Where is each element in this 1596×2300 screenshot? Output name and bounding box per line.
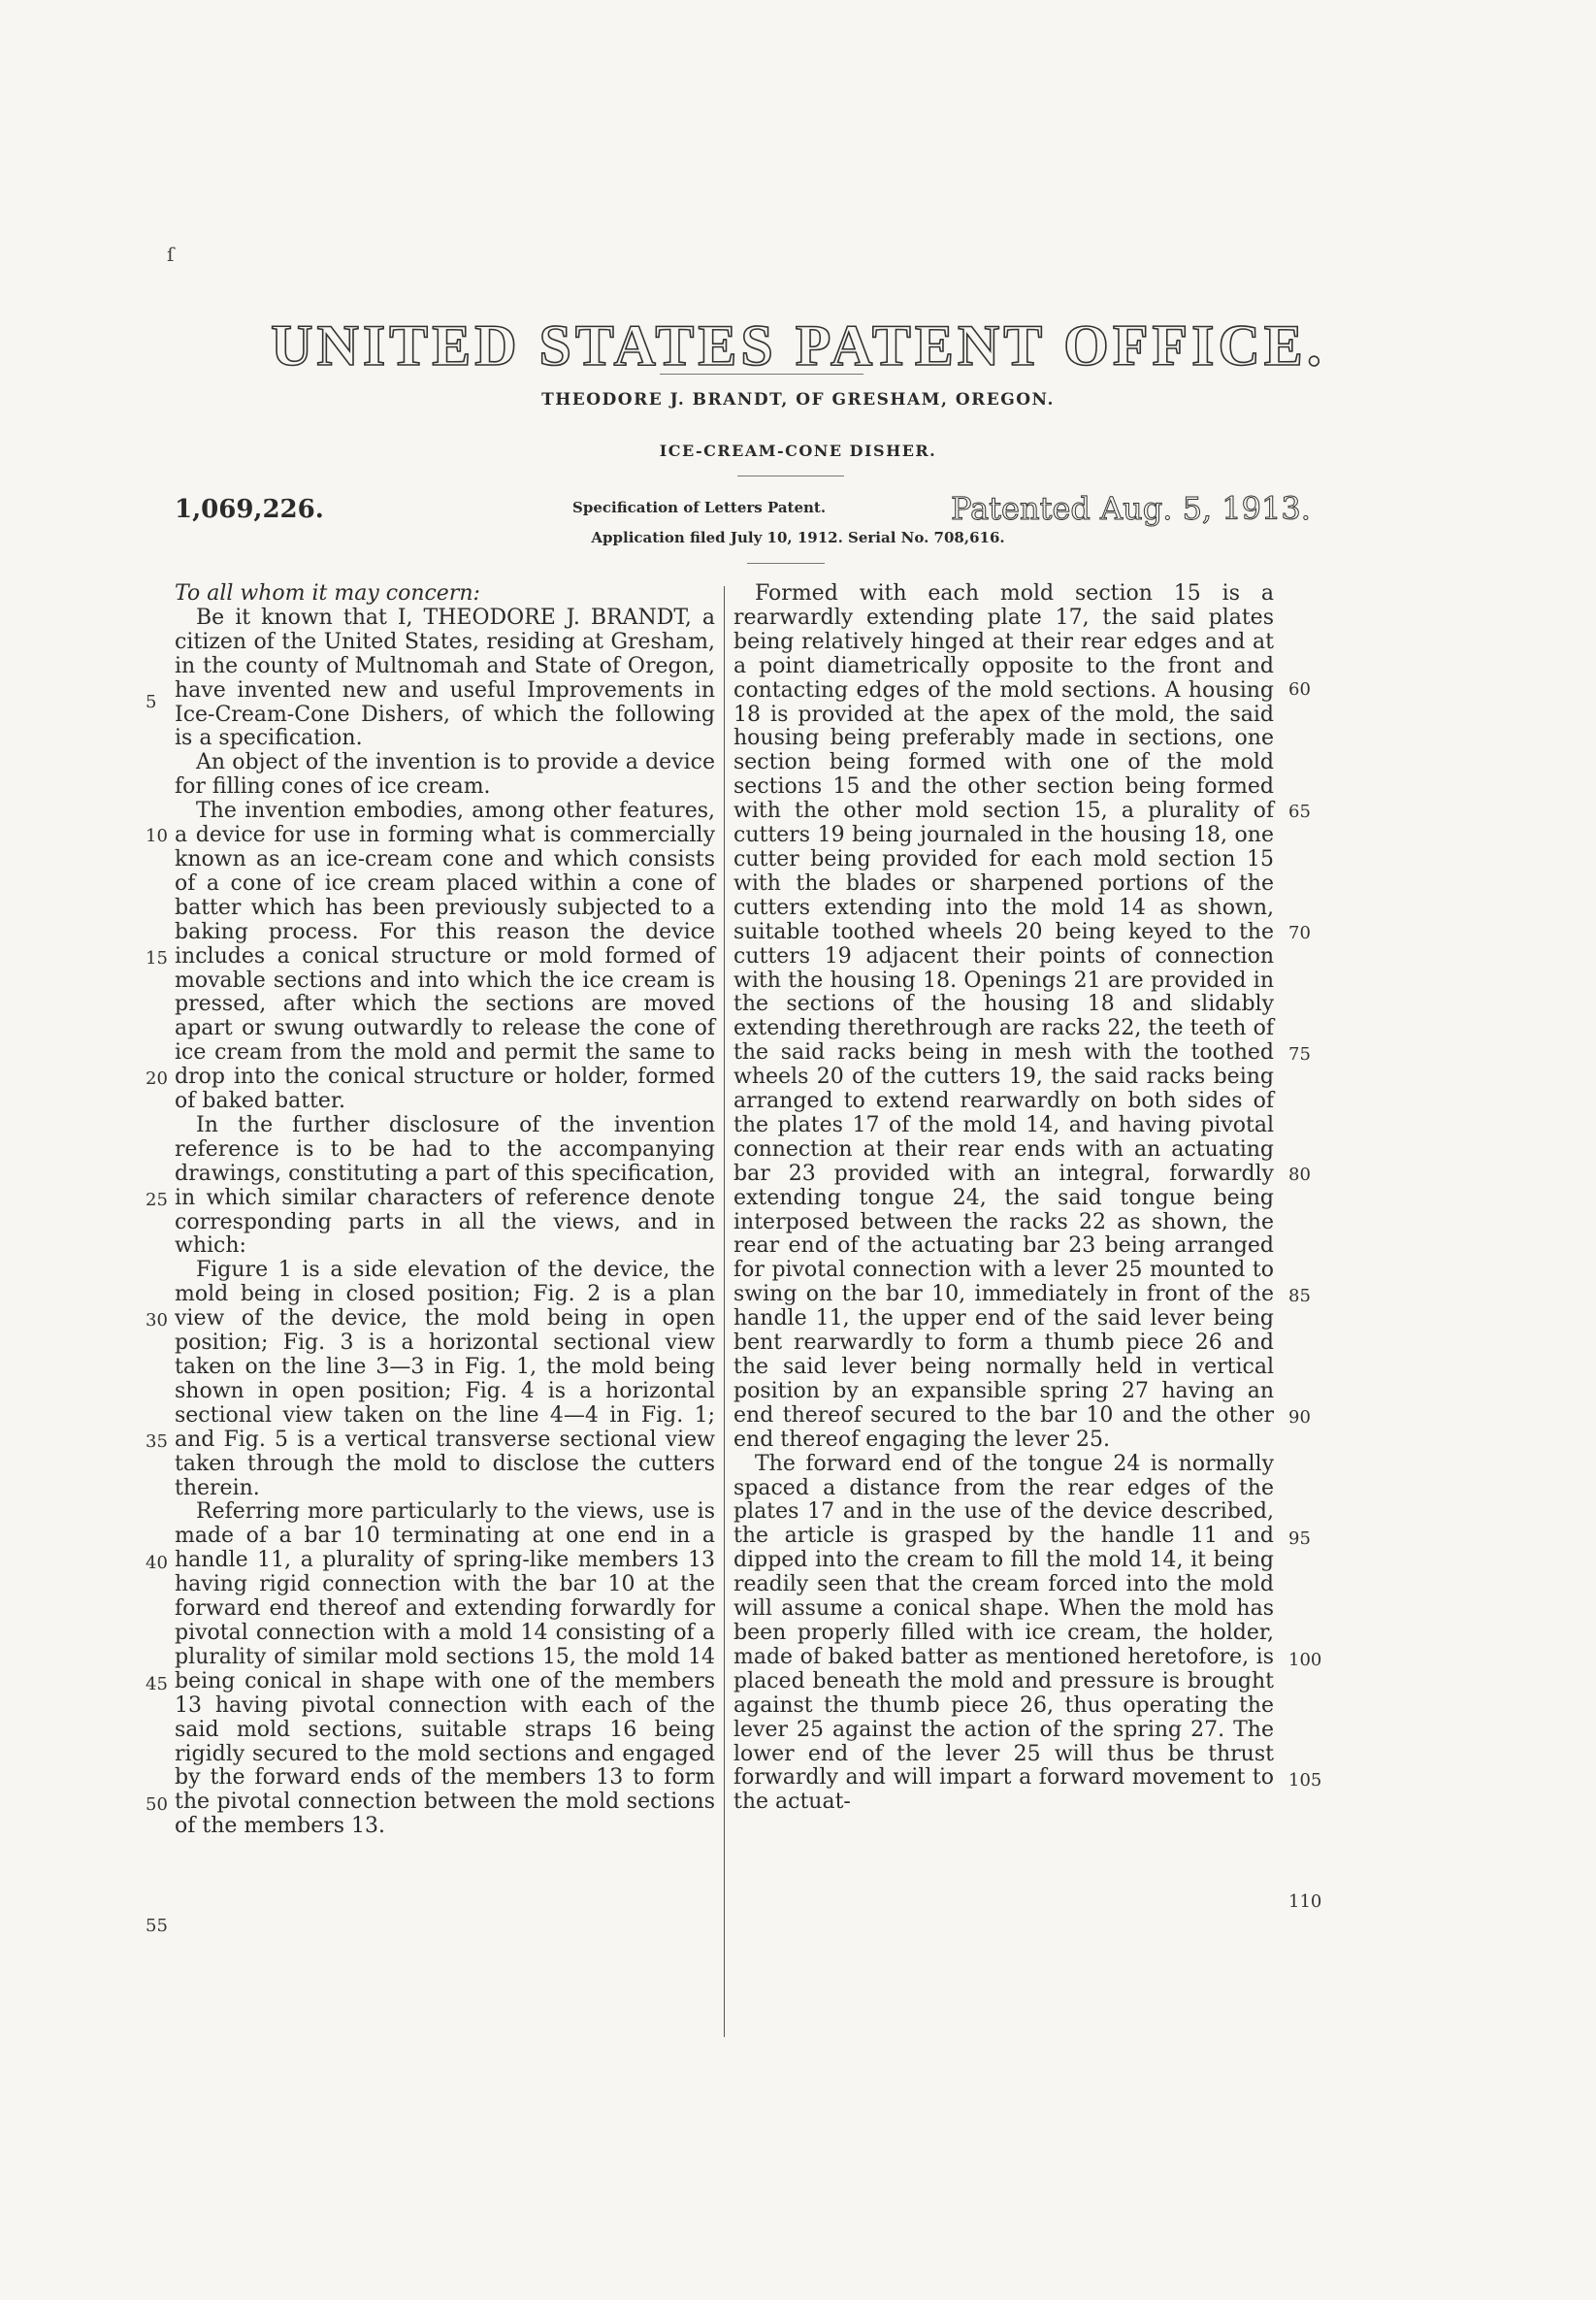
line-number: 100 (1288, 1650, 1322, 1670)
specification-label: Specification of Letters Patent. (572, 499, 827, 516)
line-number: 45 (146, 1674, 168, 1694)
line-number: 110 (1288, 1891, 1322, 1912)
line-number: 20 (146, 1068, 168, 1089)
column-divider (724, 586, 725, 2037)
right-column (733, 582, 1274, 1815)
office-title: UNITED STATES PATENT OFFICE. (271, 313, 1325, 378)
line-number: 80 (1288, 1165, 1311, 1185)
patent-number: 1,069,226. (175, 495, 324, 524)
line-number: 35 (146, 1431, 168, 1452)
line-number: 55 (146, 1916, 168, 1936)
line-number: 40 (146, 1553, 168, 1573)
title-rule (660, 374, 863, 375)
line-number: 60 (1288, 679, 1311, 700)
margin-mark: ſ (167, 243, 175, 266)
paragraph: The forward end of the tongue 24 is normally spaced a distance from the rear edges of the plates 17 and in the use of the device described, the article is grasped by the handle 11 and dipped into the cream to fill the mold 14, it being readily seen that the cream forced into the mold will assume a conical shape. When the mold has been properly filled with ice cream, the holder, made of baked batter as mentioned heretofore, is placed beneath the mold and pressure is brought against the thumb piece 26, thus operating the lever 25 against the action of the spring 27. The lower end of the lever 25 will thus be thrust forwardly and will impart a forward movement to the actuat- (733, 1451, 1274, 1815)
line-number: 65 (1288, 802, 1311, 822)
application-line: Application filed July 10, 1912. Serial No. 708,616. (591, 529, 1005, 546)
patented-date: Patented Aug. 5, 1913. (951, 490, 1311, 527)
inventor-line: THEODORE J. BRANDT, OF GRESHAM, OREGON. (541, 390, 1055, 410)
line-number: 75 (1288, 1044, 1311, 1065)
line-number: 85 (1288, 1286, 1311, 1306)
line-number: 105 (1288, 1770, 1322, 1791)
line-number: 30 (146, 1310, 168, 1331)
paragraph: Figure 1 is a side elevation of the device, the mold being in closed position; Fig. 2 is a plan view of the device, the mold being in open position; Fig. 3 is a horizontal sectional view taken on the line 3—3 in Fig. 1, the mold being shown in open position; Fig. 4 is a horizontal sectional view taken on the line 4—4 in Fig. 1; and Fig. 5 is a vertical transverse sectional view taken through the mold to disclose the cutters therein. (175, 1258, 715, 1500)
line-number: 25 (146, 1190, 168, 1210)
line-number: 70 (1288, 923, 1311, 943)
line-number: 10 (146, 826, 168, 846)
line-number: 90 (1288, 1407, 1311, 1428)
paragraph: In the further disclosure of the invention reference is to be had to the accompanying drawings, constituting a part of this specification, in which similar characters of reference denote corresponding parts in all the views, and in which: (175, 1112, 715, 1259)
paragraph: The invention embodies, among other features, a device for use in forming what is commercially known as an ice-cream cone and which consists of a cone of ice cream placed within a cone of batter which has been previously subjected to a baking process. For this reason the device includes a conical structure or mold formed of movable sections and into which the ice cream is pressed, after which the sections are moved apart or swung outwardly to release the cone of ice cream from the mold and permit the same to drop into the conical structure or holder, formed of baked batter. (175, 799, 715, 1114)
paragraph: An object of the invention is to provide a device for filling cones of ice cream. (175, 750, 715, 800)
paragraph: Formed with each mold section 15 is a rearwardly extending plate 17, the said plates being relatively hinged at their rear edges and at a point diametrically opposite to the front and contacting edges of the mold sections. A housing 18 is provided at the apex of the mold, the said housing being preferably made in sections, one section being formed with one of the mold sections 15 and the other section being formed with the other mold section 15, a plurality of cutters 19 being journaled in the housing 18, one cutter being provided for each mold section 15 with the blades or sharpened portions of the cutters extending into the mold 14 as shown, suitable toothed wheels 20 being keyed to the cutters 19 adjacent their points of connection with the housing 18. Openings 21 are provided in the sections of the housing 18 and slidably extending therethrough are racks 22, the teeth of the said racks being in mesh with the toothed wheels 20 of the cutters 19, the said racks being arranged to extend rearwardly on both sides of the plates 17 of the mold 14, and having pivotal connection at their rear ends with an actuating bar 23 provided with an integral, forwardly extending tongue 24, the said tongue being interposed between the racks 22 as shown, the rear end of the actuating bar 23 being arranged for pivotal connection with a lever 25 mounted to swing on the bar 10, immediately in front of the handle 11, the upper end of the said lever being bent rearwardly to form a thumb piece 26 and the said lever being normally held in vertical position by an expansible spring 27 having an end thereof secured to the bar 10 and the other end thereof engaging the lever 25. (733, 581, 1274, 1452)
invention-title: ICE-CREAM-CONE DISHER. (659, 442, 937, 460)
line-number: 5 (146, 692, 157, 712)
salutation: To all whom it may concern: (175, 581, 480, 606)
line-number: 95 (1288, 1528, 1311, 1549)
left-column (175, 582, 715, 1839)
paragraph: Be it known that I, THEODORE J. BRANDT, a citizen of the United States, residing at Gresham, in the county of Multnomah and State of Oregon, have invented new and useful Improvements in Ice-Cream-Cone Dishers, of which the following is a specification. (175, 605, 715, 751)
line-number: 50 (146, 1794, 168, 1815)
application-rule (747, 563, 825, 564)
paragraph: Referring more particularly to the views, use is made of a bar 10 terminating at one end in a handle 11, a plurality of spring-like members 13 having rigid connection with the bar 10 at the forward end thereof and extending forwardly for pivotal connection with a mold 14 consisting of a plurality of similar mold sections 15, the mold 14 being conical in shape with one of the members 13 having pivotal connection with each of the said mold sections, suitable straps 16 being rigidly secured to the mold sections and engaged by the forward ends of the members 13 to form the pivotal connection between the mold sections of the members 13. (175, 1499, 715, 1839)
line-number: 15 (146, 948, 168, 969)
